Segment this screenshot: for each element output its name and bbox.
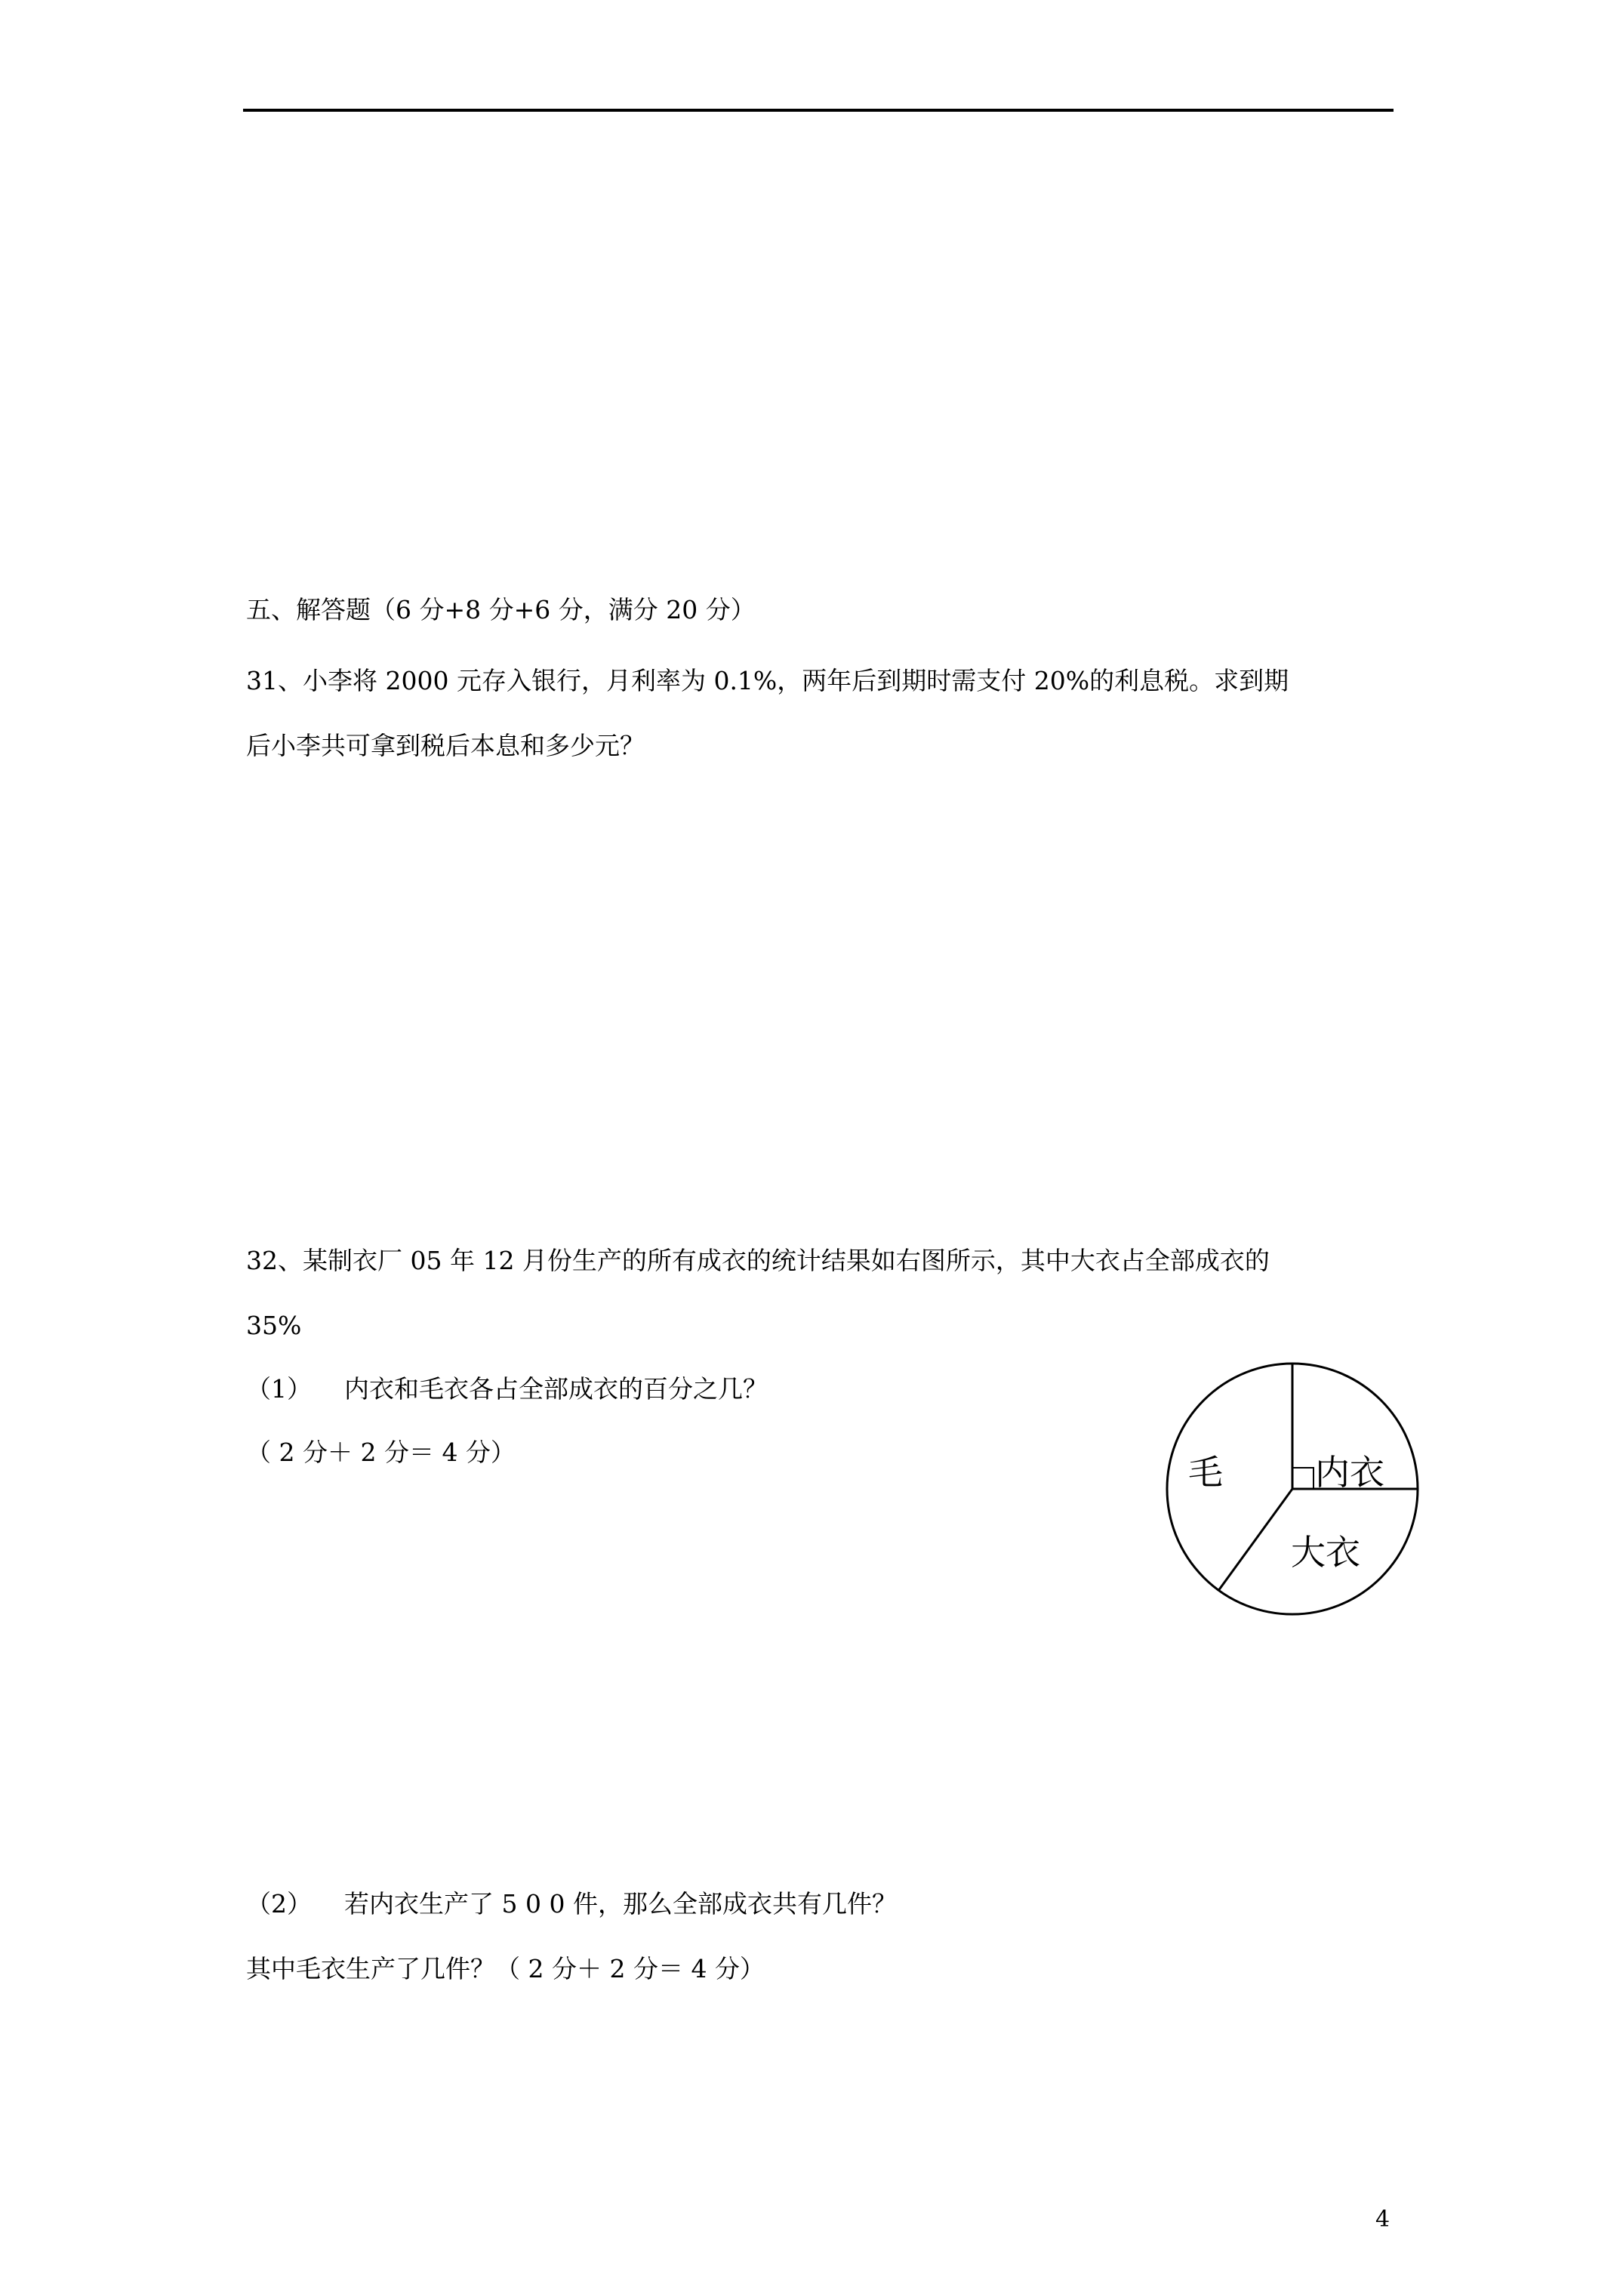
question-31-line-1: 31、小李将 2000 元存入银行，月利率为 0.1%，两年后到期时需支付 20%的利息税。求到期 [246, 666, 1289, 695]
page-number: 4 [1375, 2206, 1390, 2233]
question-31-line-2: 后小李共可拿到税后本息和多少元？ [246, 731, 645, 760]
question-32-line-1: 32、某制衣厂 05 年 12 月份生产的所有成衣的统计结果如右图所示，其中大衣占全部成衣的 [246, 1246, 1270, 1275]
part-2-marker: （2） [246, 1889, 312, 1918]
part-1-marker: （1） [246, 1374, 312, 1404]
pie-label-大衣: 大衣 [1291, 1532, 1360, 1573]
part-2-text: 若内衣生产了 5 0 0 件，那么全部成衣共有几件？ [344, 1889, 897, 1918]
header-rule [243, 109, 1394, 112]
part-1-text: 内衣和毛衣各占全部成衣的百分之几？ [344, 1374, 768, 1404]
pie-label-毛: 毛 [1188, 1452, 1223, 1493]
part-2-line-2: 其中毛衣生产了几件？（ 2 分＋ 2 分＝ 4 分） [246, 1954, 765, 1983]
pie-label-内衣: 内衣 [1315, 1452, 1384, 1493]
part-1-score: （ 2 分＋ 2 分＝ 4 分） [246, 1438, 516, 1467]
question-32-part-1 [246, 1373, 768, 1406]
question-32-line-2: 35% [246, 1311, 302, 1340]
section-title: 五、解答题（6 分+8 分+6 分，满分 20 分） [246, 595, 756, 624]
question-32-part-2 [246, 1888, 897, 1921]
clothing-pie-chart [1163, 1351, 1434, 1623]
